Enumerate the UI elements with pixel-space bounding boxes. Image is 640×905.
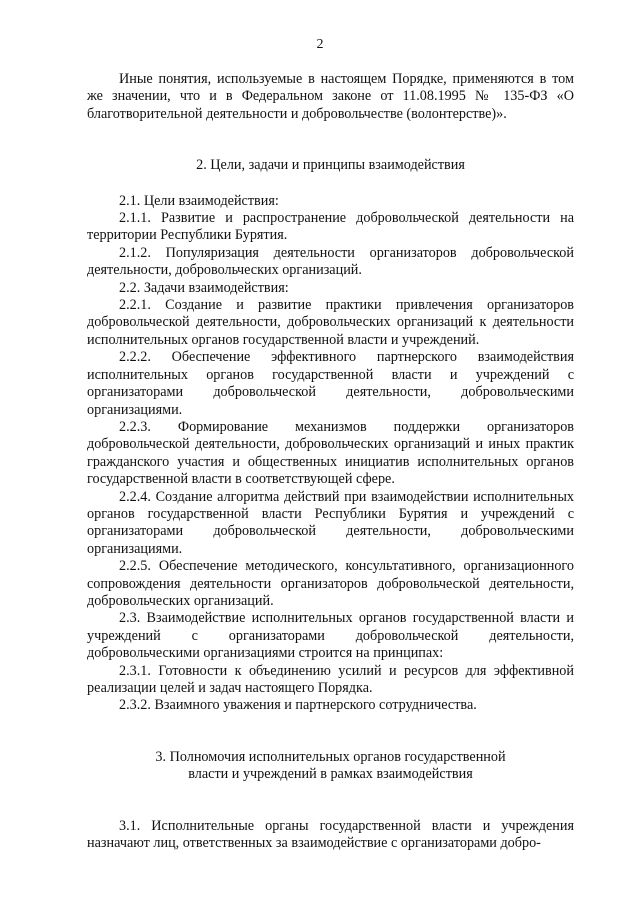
paragraph-2-2-2: 2.2.2. Обеспечение эффективного партнерского взаимодействия исполнительных органов государственной власти и учреждений с организаторами добровольческой деятельности, добровольческими организациями. — [87, 349, 574, 418]
paragraph-2-3-2: 2.3.2. Взаимного уважения и партнерского сотрудничества. — [119, 697, 477, 714]
paragraph-2-1: 2.1. Цели взаимодействия: — [119, 192, 279, 209]
document-body — [87, 71, 574, 852]
paragraph-2-1-2: 2.1.2. Популяризация деятельности организаторов добровольческой деятельности, добровольческих организаций. — [87, 244, 574, 279]
paragraph-2-2: 2.2. Задачи взаимодействия: — [119, 279, 289, 296]
section-3-body — [87, 818, 574, 853]
paragraph-2-2-5: 2.2.5. Обеспечение методического, консультативного, организационного сопровождения деятельности организаторов добровольческой деятельности, добровольческих организаций. — [87, 558, 574, 609]
spacer — [87, 784, 574, 818]
section-2-heading: 2. Цели, задачи и принципы взаимодействия — [196, 157, 465, 174]
paragraph-3-1: 3.1. Исполнительные органы государственной власти и учреждения назначают лиц, ответственных за взаимодействие с организаторами добро- — [87, 817, 574, 852]
spacer — [87, 175, 574, 193]
paragraph-2-2-1: 2.2.1. Создание и развитие практики привлечения организаторов добровольческой деятельности, добровольческих организаций к деятельности исполнительных органов государственной власти и учреждений. — [87, 297, 574, 348]
paragraph-2-3-1: 2.3.1. Готовности к объединению усилий и ресурсов для эффективной реализации целей и задач настоящего Порядка. — [87, 662, 574, 696]
section-3-heading — [87, 749, 574, 784]
intro-paragraph: Иные понятия, используемые в настоящем Порядке, применяются в том же значении, что и в Федеральном законе от 11.08.1995 № 135-ФЗ «О благотворительной деятельности и добровольчестве (волонтерстве)». — [87, 71, 574, 122]
paragraph-2-1-1: 2.1.1. Развитие и распространение добровольческой деятельности на территории Республики Бурятия. — [87, 210, 574, 244]
page-number: 2 — [316, 37, 324, 52]
section-3-heading-line-1: 3. Полномочия исполнительных органов государственной — [155, 748, 506, 765]
section-2-body — [87, 193, 574, 715]
paragraph-2-2-3: 2.2.3. Формирование механизмов поддержки организаторов добровольческой деятельности, добровольческих организаций и иных практик гражданского участия и общественных инициатив исполнительных органов государственной власти в соответствующей сфере. — [87, 418, 574, 488]
section-3-heading-line-2: власти и учреждений в рамках взаимодействия — [188, 766, 473, 783]
paragraph-2-3: 2.3. Взаимодействие исполнительных органов государственной власти и учреждений с организаторами добровольческой деятельности, добровольческими организациями строится на принципах: — [87, 610, 574, 662]
spacer — [87, 715, 574, 749]
spacer — [87, 123, 574, 157]
paragraph-2-2-4: 2.2.4. Создание алгоритма действий при взаимодействии исполнительных органов государственной власти Республики Бурятия и учреждений с организаторами добровольческой деятельности, добровольческими организациями. — [87, 488, 574, 557]
